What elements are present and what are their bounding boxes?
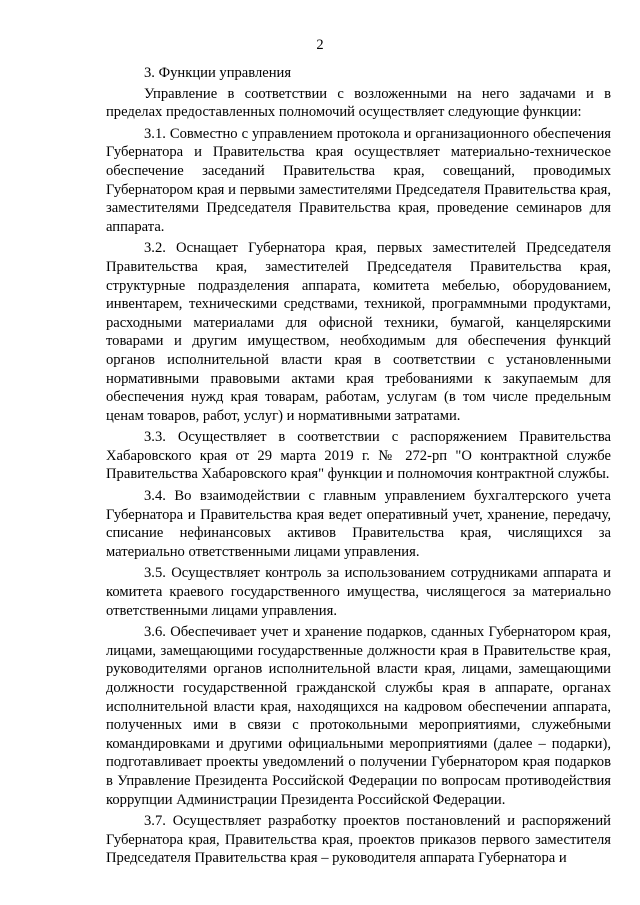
paragraph-3-5: 3.5. Осуществляет контроль за использованием сотрудниками аппарата и комитета краевого государственного имущества, числящегося за материально ответственными лицами управления. — [106, 565, 611, 619]
paragraph-3-3: 3.3. Осуществляет в соответствии с распоряжением Правительства Хабаровского края от 29 марта 2019 г. № 272-рп "О контрактной службе Правительства Хабаровского края" функции и полномочия контрактной службы. — [106, 429, 611, 483]
paragraph-3-4: 3.4. Во взаимодействии с главным управлением бухгалтерского учета Губернатора и Правительства края ведет оперативный учет, хранение, передачу, списание нефинансовых активов Правительства края, числящихся за материально ответственными лицами управления. — [106, 488, 611, 560]
paragraph-intro: Управление в соответствии с возложенными на него задачами и в пределах предоставленных полномочий осуществляет следующие функции: — [106, 85, 611, 121]
paragraph-3-7: 3.7. Осуществляет разработку проектов постановлений и распоряжений Губернатора края, Правительства края, проектов приказов первого заместителя Председателя Правительства края – руководителя аппарата Губернатора и — [106, 813, 611, 867]
section-heading: 3. Функции управления — [144, 65, 292, 81]
page-number: 2 — [316, 37, 324, 53]
paragraph-3-2: 3.2. Оснащает Губернатора края, первых заместителей Председателя Правительства края, заместителей Председателя Правительства края, структурные подразделения аппарата, комитета мебелью, оборудованием, инвентарем, техническими средствами, техникой, программными продуктами, расходными материалами для офисной техники, бумагой, канцелярскими товарами и другим имуществом, необходимым для обеспечения функций органов исполнительной власти края в соответствии с установленными нормативными правовыми актами края требованиями к закупаемым для обеспечения нужд края товарам, работам, услугам (в том числе предельным ценам товаров, работ, услуг) и нормативными затратами. — [106, 240, 611, 424]
paragraph-3-1: 3.1. Совместно с управлением протокола и организационного обеспечения Губернатора и Правительства края осуществляет материально-техническое обеспечение заседаний Правительства края, совещаний, проводимых Губернатором края и первыми заместителями Председателя Правительства края, заместителями Председателя Правительства края, проведение семинаров для аппарата. — [106, 125, 611, 235]
document-body — [106, 64, 611, 868]
paragraph-3-6: 3.6. Обеспечивает учет и хранение подарков, сданных Губернатором края, лицами, замещающими государственные должности края в Правительстве края, руководителями органов исполнительной власти края, лицами, замещающими должности государственной гражданской службы края в аппарате, органах исполнительной власти края, находящихся на кадровом обеспечении аппарата, полученных ими в связи с протокольными мероприятиями, служебными командировками и другими официальными мероприятиями (далее – подарки), подготавливает проекты уведомлений о получении Губернатором края подарков в Управление Президента Российской Федерации по вопросам противодействия коррупции Администрации Президента Российской Федерации. — [106, 624, 611, 808]
